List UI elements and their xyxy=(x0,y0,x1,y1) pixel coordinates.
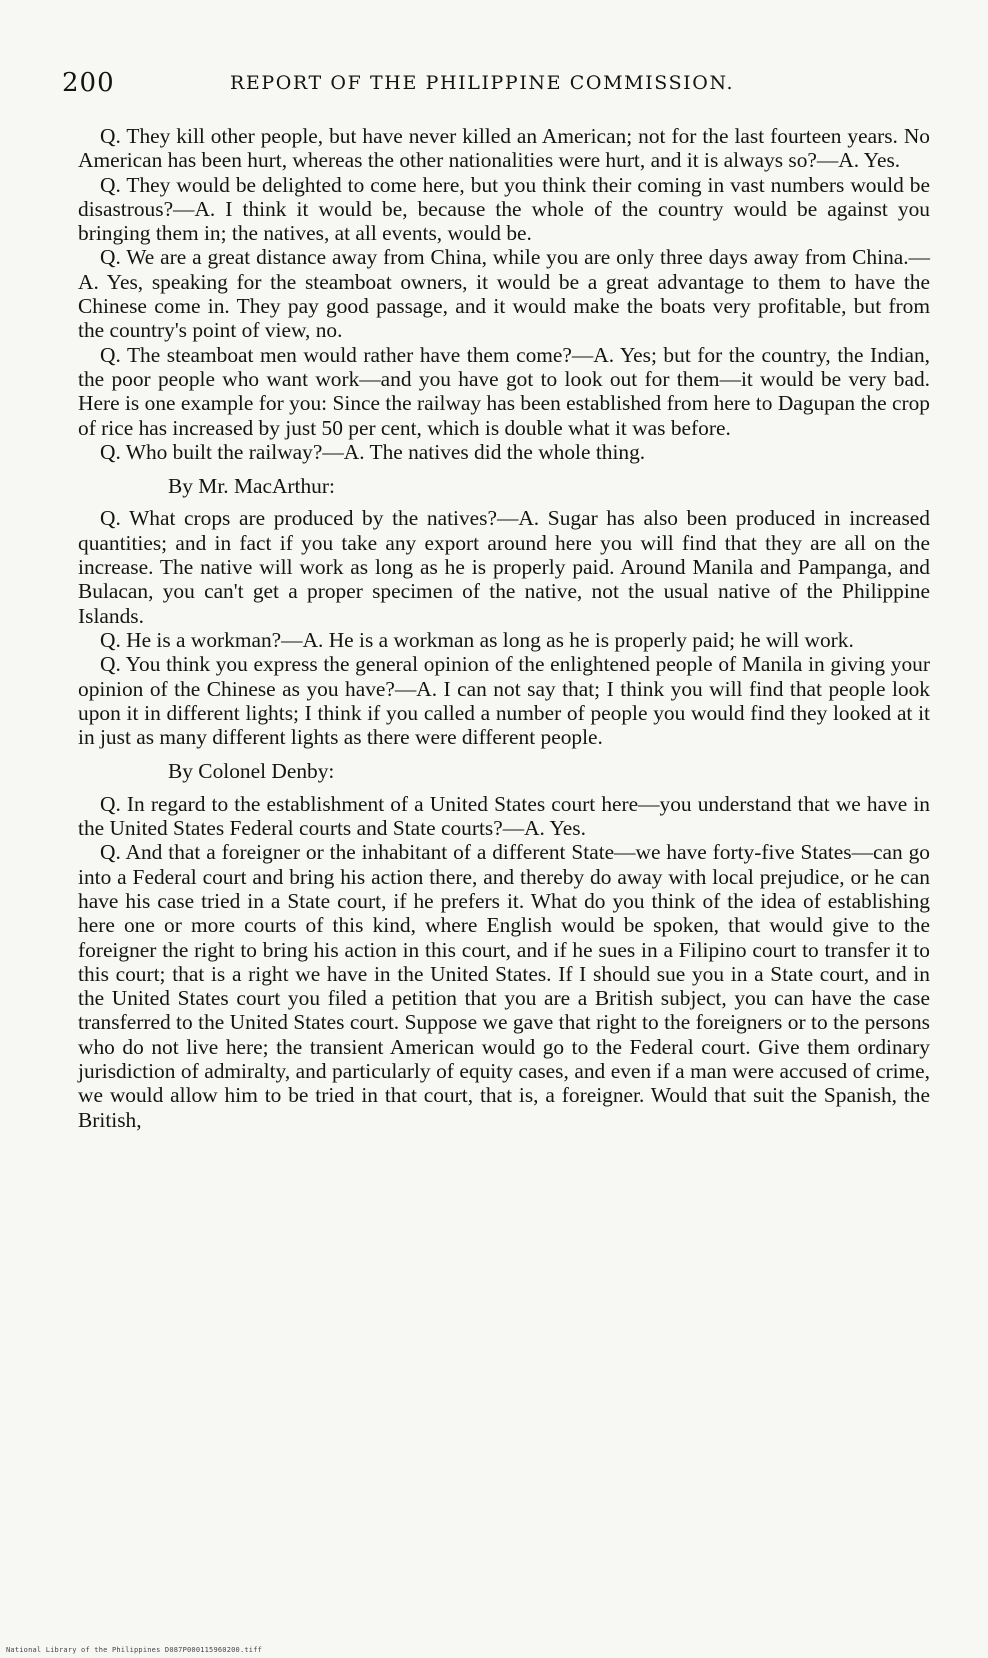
paragraph: Q. The steamboat men would rather have them come?—A. Yes; but for the country, the Indian, the poor people who want work—and you have got to look out for them—it would be very bad. Here is one example for you: Since the railway has been established from here to Dagupan the crop of rice has increased by just 50 per cent, which is double what it was before. xyxy=(78,342,930,440)
speaker-heading: By Colonel Denby: xyxy=(168,759,335,784)
paragraph: Q. And that a foreigner or the inhabitant of a different State—we have forty-five States—can go into a Federal court and bring his action there, and thereby do away with local prejudice, or he can have his case tried in a State court, if he prefers it. What do you think of the idea of establishing here one or more courts of this kind, where English would be spoken, that would give to the foreigner the right to bring his action in this court, and if he sues in a Filipino court to transfer it to this court; that is a right we have in the United States. If I should sue you in a State court, and in the United States court you filed a petition that you are a British subject, you can have the case transferred to the United States court. Suppose we gave that right to the foreigners or to the persons who do not live here; the transient American would go to the Federal court. Give them ordinary jurisdiction of admiralty, and particularly of equity cases, and even if a man were accused of crime, we would allow him to be tried in that court, that is, a foreigner. Would that suit the Spanish, the British, xyxy=(78,840,930,1132)
paragraph: Q. We are a great distance away from China, while you are only three days away from China.—A. Yes, speaking for the steamboat owners, it would be a great advantage to them to have the Chinese come in. They pay good passage, and it would make the boats very profitable, but from the country's point of view, no. xyxy=(78,245,930,343)
paragraph: Q. In regard to the establishment of a United States court here—you understand that we have in the United States Federal courts and State courts?—A. Yes. xyxy=(78,791,930,841)
paragraph: Q. He is a workman?—A. He is a workman as long as he is properly paid; he will work. xyxy=(100,627,854,652)
body-text xyxy=(78,124,930,1132)
paragraph: Q. What crops are produced by the natives?—A. Sugar has also been produced in increased quantities; and in fact if you take any export around here you will find that they are all on the increase. The native will work as long as he is properly paid. Around Manila and Pampanga, and Bulacan, you can't get a proper specimen of the native, not the usual native of the Philippine Islands. xyxy=(78,506,930,628)
page-number: 200 xyxy=(62,68,115,98)
paragraph: Q. You think you express the general opinion of the enlightened people of Manila in giving your opinion of the Chinese as you have?—A. I can not say that; I think you will find that people look upon it in different lights; I think if you called a number of people you would find they looked at it in just as many different lights as there were different people. xyxy=(78,652,930,750)
page-header xyxy=(62,68,942,104)
running-title: REPORT OF THE PHILIPPINE COMMISSION. xyxy=(230,72,735,94)
paragraph: Q. They kill other people, but have never killed an American; not for the last fourteen years. No American has been hurt, whereas the other nationalities were hurt, and it is always so?—A. Yes. xyxy=(78,124,930,173)
speaker-heading: By Mr. MacArthur: xyxy=(168,474,335,499)
scan-stamp: National Library of the Philippines D087P000115960200.tiff xyxy=(6,1646,263,1654)
paragraph: Q. They would be delighted to come here, but you think their coming in vast numbers would be disastrous?—A. I think it would be, because the whole of the country would be against you bringing them in; the natives, at all events, would be. xyxy=(78,172,930,246)
paragraph: Q. Who built the railway?—A. The natives did the whole thing. xyxy=(100,439,646,464)
